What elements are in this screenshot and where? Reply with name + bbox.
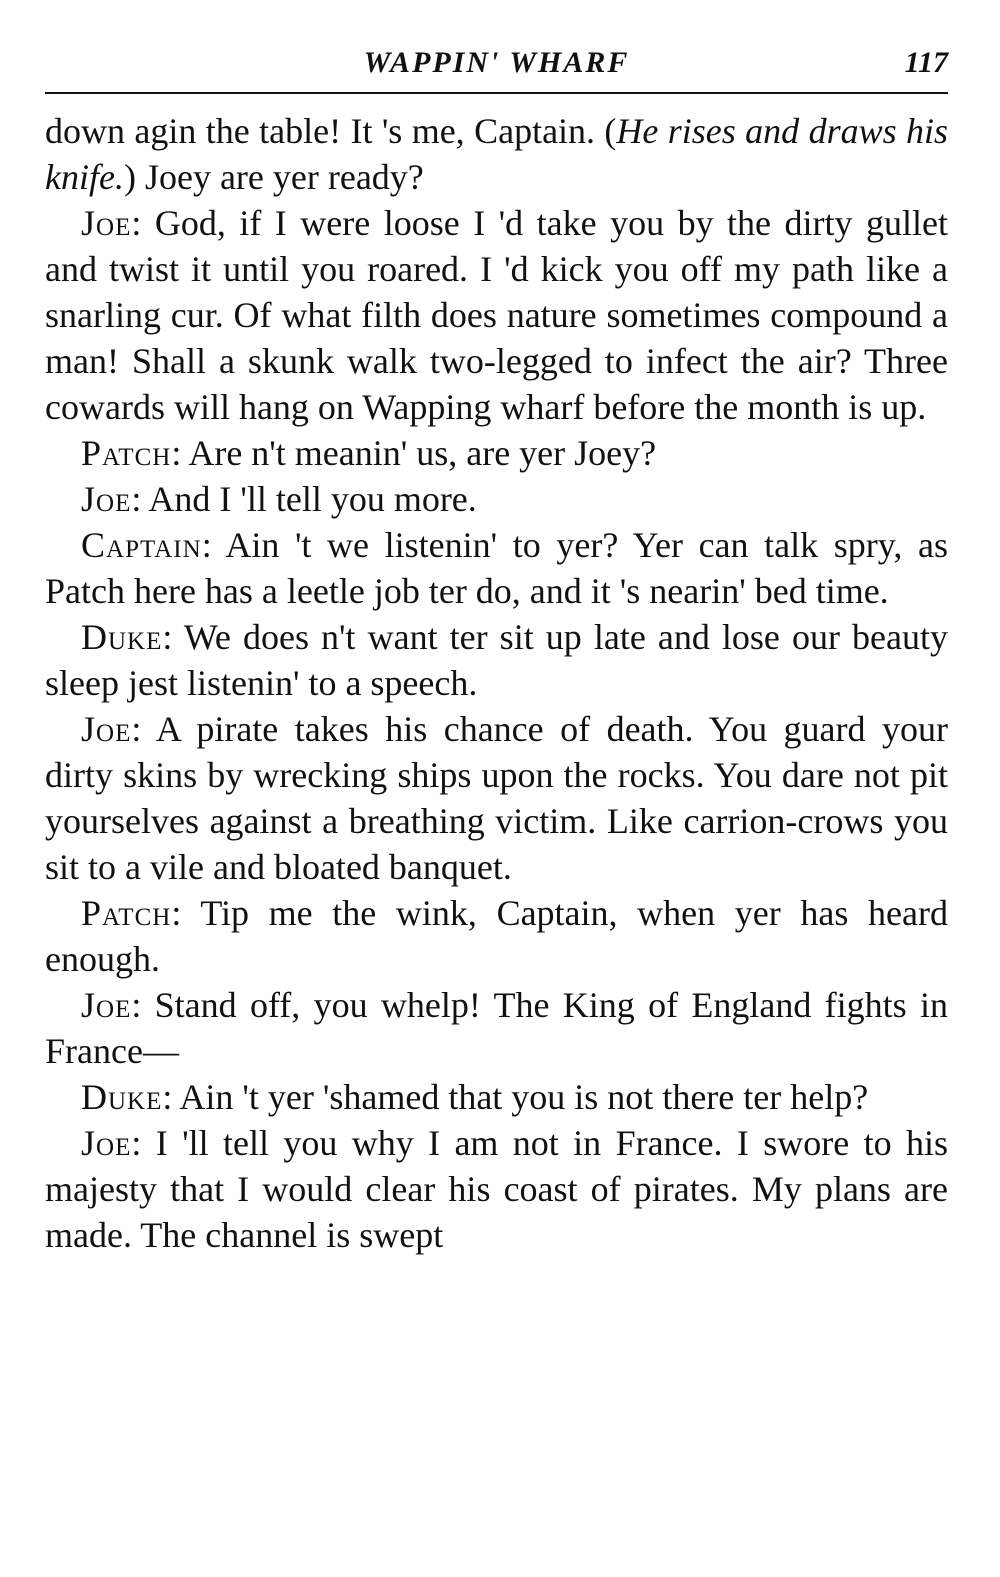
speaker-separator: : (131, 479, 149, 519)
speaker-name: Duke (81, 1077, 163, 1117)
speaker-name: Joe (81, 1123, 132, 1163)
stage-direction: He rises and draws his knife. (45, 111, 948, 197)
dialogue-text: God, if I were loose I 'd take you by the dirty gullet and twist it until you roared. I 'd kick you off my path like a snarling cur. Of what filth does nature sometimes compound a man! Shall a skunk walk two-legged to infect the air? Three cowards will hang on Wapping wharf before the month is up. (45, 203, 948, 427)
dialogue-paragraph (45, 1120, 948, 1258)
speaker-separator: : (131, 985, 155, 1025)
dialogue-text: Stand off, you whelp! The King of England fights in France— (45, 985, 948, 1071)
speaker-name: Joe (81, 479, 132, 519)
speaker-separator: : (162, 1077, 180, 1117)
speaker-name: Patch (81, 893, 172, 933)
paragraph-text: ) Joey are yer ready? (123, 157, 424, 197)
dialogue-text: We does n't want ter sit up late and lose our beauty sleep jest listenin' to a speech. (45, 617, 949, 703)
speaker-name: Joe (81, 985, 132, 1025)
dialogue-paragraph (45, 982, 948, 1074)
dialogue-paragraph (45, 706, 948, 890)
dialogue-text: I 'll tell you why I am not in France. I swore to his majesty that I would clear his coast of pirates. My plans are made. The channel is swept (45, 1123, 948, 1255)
speaker-name: Duke (81, 617, 163, 657)
book-page (45, 40, 948, 1258)
speaker-name: Captain (81, 525, 202, 565)
speaker-name: Joe (81, 203, 132, 243)
speaker-name: Patch (81, 433, 172, 473)
speaker-separator: : (171, 433, 189, 473)
paragraph-text: down agin the table! It 's me, Captain. ( (45, 111, 617, 151)
dialogue-text: Are n't meanin' us, are yer Joey? (188, 433, 657, 473)
dialogue-text: Tip me the wink, Captain, when yer has heard enough. (45, 893, 948, 979)
dialogue-paragraph (45, 522, 948, 614)
dialogue-text: A pirate takes his chance of death. You guard your dirty skins by wrecking ships upon the rocks. You dare not pit yourselves against a breathing victim. Like carrion-crows you sit to a vile and bloated banquet. (45, 709, 948, 887)
dialogue-paragraph (45, 476, 948, 522)
speaker-separator: : (171, 893, 201, 933)
page-number: 117 (904, 46, 948, 79)
dialogue-paragraph (45, 614, 948, 706)
speaker-name: Joe (81, 709, 132, 749)
dialogue-text: And I 'll tell you more. (148, 479, 477, 519)
speaker-separator: : (201, 525, 226, 565)
speaker-separator: : (162, 617, 184, 657)
dialogue-paragraph (45, 430, 948, 476)
running-title: WAPPIN' WHARF (363, 46, 630, 79)
speaker-separator: : (131, 709, 156, 749)
speaker-separator: : (131, 1123, 156, 1163)
body-text (45, 108, 948, 1258)
running-head (45, 40, 948, 94)
dialogue-text: Ain 't we listenin' to yer? Yer can talk spry, as Patch here has a leetle job ter do, and it 's nearin' bed time. (45, 525, 949, 611)
dialogue-paragraph (45, 890, 948, 982)
continuation-paragraph (45, 108, 948, 200)
dialogue-text: Ain 't yer 'shamed that you is not there ter help? (179, 1077, 869, 1117)
dialogue-paragraph (45, 1074, 948, 1120)
speaker-separator: : (131, 203, 155, 243)
dialogue-paragraph (45, 200, 948, 430)
